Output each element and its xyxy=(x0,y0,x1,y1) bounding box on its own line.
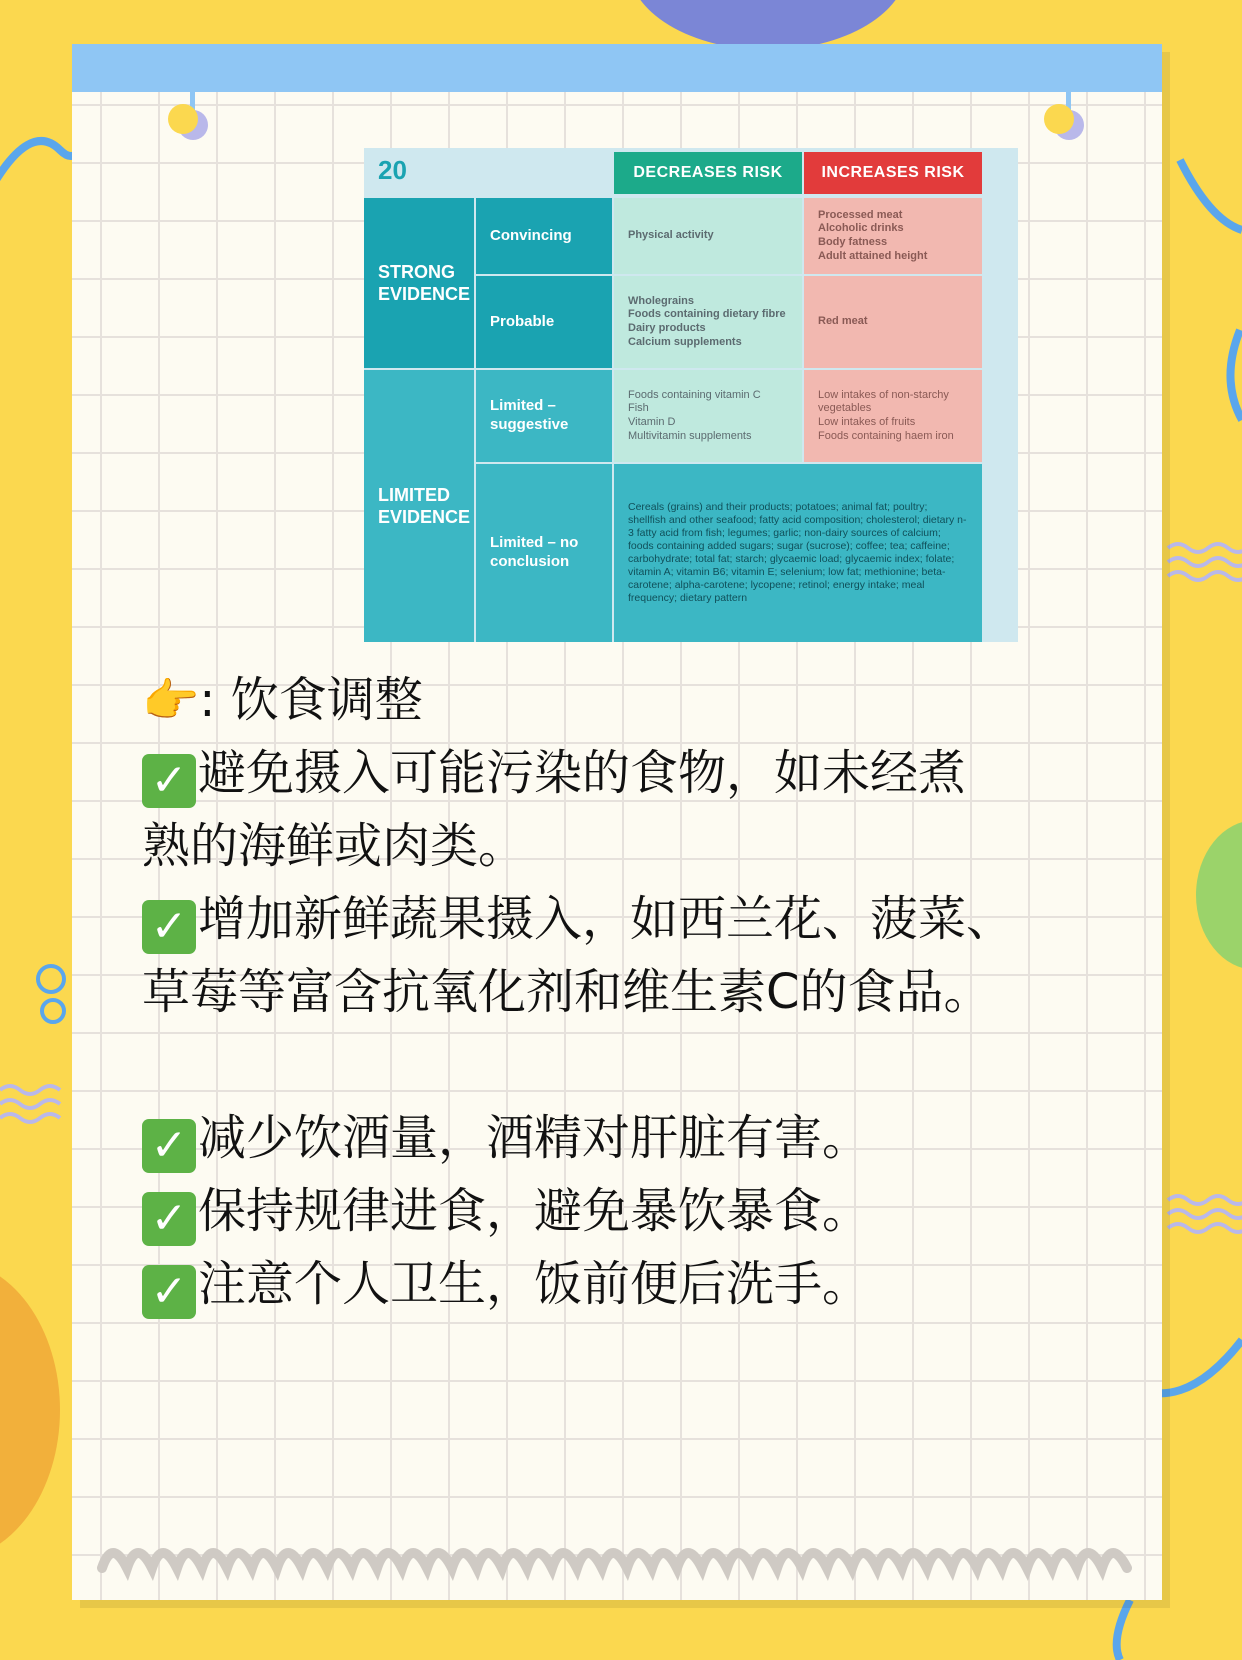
grade-convincing: Convincing xyxy=(476,198,612,274)
notepad-top-band xyxy=(72,44,1162,92)
item-text: 草莓等富含抗氧化剂和维生素C的食品。 xyxy=(142,964,992,1020)
suggestive-decreases: Foods containing vitamin C Fish Vitamin D Multivitamin supplements xyxy=(614,370,802,462)
increases-risk-header: INCREASES RISK xyxy=(804,152,982,194)
heading-line xyxy=(142,664,1142,737)
table-corner-label: 20 xyxy=(364,148,474,192)
list-item xyxy=(142,737,1142,810)
check-mark-icon: ✓ xyxy=(142,1119,196,1173)
notepad-paper xyxy=(72,44,1162,1600)
check-mark-icon: ✓ xyxy=(142,1192,196,1246)
convincing-decreases: Physical activity xyxy=(614,198,802,274)
item-text: 增加新鲜蔬果摄入，如西兰花、菠菜、 xyxy=(198,891,1015,947)
grade-limited-no-conclusion: Limited – no conclusion xyxy=(476,464,612,642)
limited-evidence-label: LIMITED EVIDENCE xyxy=(364,370,474,642)
suggestive-increases: Low intakes of non-starchy vegetables Low intakes of fruits Foods containing haem iron xyxy=(804,370,982,462)
list-item-continuation xyxy=(142,810,1142,883)
list-item xyxy=(142,1102,1142,1175)
evidence-table-image xyxy=(364,148,1018,642)
item-text: 避免摄入可能污染的食物，如未经煮 xyxy=(198,745,967,801)
check-mark-icon: ✓ xyxy=(142,900,196,954)
pointing-hand-icon: 👉 xyxy=(142,673,200,727)
table-blank-header xyxy=(476,148,612,192)
decreases-risk-header: DECREASES RISK xyxy=(614,152,802,194)
grade-limited-suggestive: Limited – suggestive xyxy=(476,370,612,462)
heading-text: : 饮食调整 xyxy=(199,672,423,728)
wavy-border-decoration xyxy=(92,1528,1142,1588)
pin-icon xyxy=(176,52,216,152)
check-mark-icon: ✓ xyxy=(142,1265,196,1319)
list-item xyxy=(142,1248,1142,1321)
item-text: 减少饮酒量，酒精对肝脏有害。 xyxy=(198,1110,871,1166)
probable-increases: Red meat xyxy=(804,276,982,368)
convincing-increases: Processed meat Alcoholic drinks Body fatness Adult attained height xyxy=(804,198,982,274)
check-mark-icon: ✓ xyxy=(142,754,196,808)
grade-probable: Probable xyxy=(476,276,612,368)
no-conclusion-text: Cereals (grains) and their products; potatoes; animal fat; poultry; shellfish and other seafood; fatty acid composition; cholesterol; dietary n-3 fatty acid from fish; legumes; garlic; non-dairy sources of calcium; foods containing added sugars; sugar (sucrose); coffee; tea; caffeine; carbohydrate; total fat; starch; glycaemic load; glycaemic index; folate; vitamin A; vitamin B6; vitamin E; selenium; low fat; methionine; beta-carotene; alpha-carotene; lycopene; retinol; energy intake; meal frequency; dietary pattern xyxy=(614,464,982,642)
item-text: 保持规律进食，避免暴饮暴食。 xyxy=(198,1183,871,1239)
list-item xyxy=(142,1175,1142,1248)
list-item-continuation xyxy=(142,956,1142,1029)
diet-advice-text xyxy=(142,664,1142,1321)
item-text: 熟的海鲜或肉类。 xyxy=(142,818,527,874)
strong-evidence-label: STRONG EVIDENCE xyxy=(364,198,474,368)
list-item xyxy=(142,883,1142,956)
pin-icon xyxy=(1052,52,1092,152)
item-text: 注意个人卫生，饭前便后洗手。 xyxy=(198,1256,871,1312)
probable-decreases: Wholegrains Foods containing dietary fibre Dairy products Calcium supplements xyxy=(614,276,802,368)
